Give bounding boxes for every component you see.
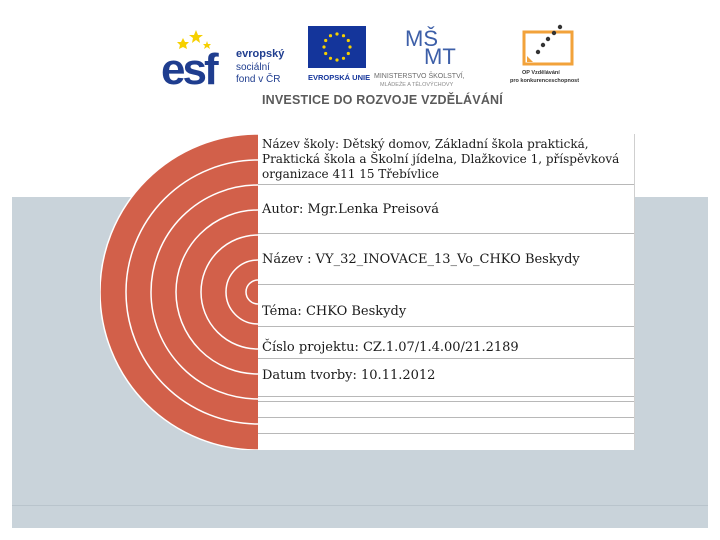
msmt-mark-top: MŠ — [405, 26, 438, 51]
op-line2: pro konkurenceschopnost — [510, 78, 580, 84]
material-name: Název : VY_32_INOVACE_13_Vo_CHKO Beskydy — [258, 234, 634, 285]
project-number: Číslo projektu: CZ.1.07/1.4.00/21.2189 — [258, 327, 634, 359]
empty-row — [258, 434, 634, 450]
creation-date: Datum tvorby: 10.11.2012 — [258, 359, 634, 397]
author: Autor: Mgr.Lenka Preisová — [258, 185, 634, 234]
msmt-line1: MINISTERSTVO ŠKOLSTVÍ, — [374, 73, 465, 80]
op-line1: OP Vzdělávání — [522, 70, 560, 76]
school-name: Název školy: Dětský domov, Základní škola praktická, Praktická škola a Školní jídelna, Dlažkovice 1, příspěvková organizace 411 15 Třebívlice — [258, 134, 634, 185]
msmt-line2: MLÁDEŽE A TĚLOVÝCHOVY — [380, 82, 454, 88]
empty-row — [258, 418, 634, 434]
eu-label: EVROPSKÁ UNIE — [308, 73, 371, 82]
info-panel — [258, 134, 635, 450]
msmt-mark-bottom: MT — [424, 44, 456, 69]
empty-row — [258, 402, 634, 418]
esf-line3: fond v ČR — [236, 74, 281, 85]
esf-mark: esf — [161, 45, 216, 94]
esf-line1: evropský — [236, 48, 285, 60]
esf-line2: sociální — [236, 62, 270, 73]
tagline: INVESTICE DO ROZVOJE VZDĚLÁVÁNÍ — [262, 93, 503, 107]
topic: Téma: CHKO Beskydy — [258, 285, 634, 327]
